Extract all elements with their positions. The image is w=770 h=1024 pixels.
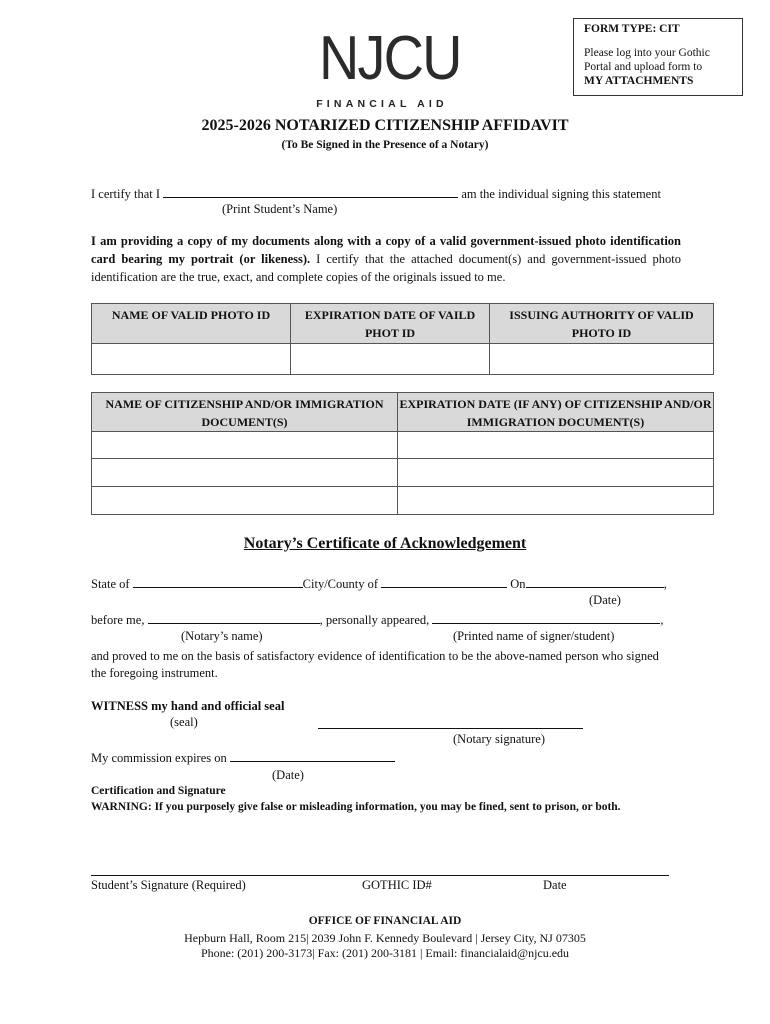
form-type-label: FORM TYPE: CIT bbox=[584, 23, 680, 35]
city-label: City/County of bbox=[302, 577, 379, 591]
form-type-box bbox=[573, 18, 743, 96]
signer-name-field[interactable] bbox=[432, 612, 660, 624]
seal-label: (seal) bbox=[170, 715, 198, 729]
page-subtitle: (To Be Signed in the Presence of a Notary) bbox=[281, 139, 489, 151]
student-name-caption: (Print Student’s Name) bbox=[222, 202, 338, 216]
on-date-field[interactable] bbox=[526, 576, 664, 588]
city-field[interactable] bbox=[381, 576, 507, 588]
on-date-caption: (Date) bbox=[589, 593, 621, 607]
footer-office: OFFICE OF FINANCIAL AID bbox=[308, 915, 462, 927]
notary-signature-field[interactable] bbox=[318, 716, 583, 729]
notary-heading: Notary’s Certificate of Acknowledgement bbox=[243, 535, 527, 552]
certify-line bbox=[91, 186, 691, 202]
commission-date-field[interactable] bbox=[230, 750, 395, 762]
photo-id-expiration-header: EXPIRATION DATE OF VAILD PHOT ID bbox=[291, 304, 490, 344]
upload-instructions: Please log into your Gothic Portal and upload form to bbox=[584, 47, 710, 73]
before-me-label: before me, bbox=[91, 613, 145, 627]
citizenship-doc-cell[interactable] bbox=[92, 432, 398, 459]
footer-contact: Phone: (201) 200-3173| Fax: (201) 200-3181 | Email: financialaid@njcu.edu bbox=[200, 946, 570, 960]
before-me-line: before me, , personally appeared, , bbox=[91, 613, 664, 627]
certification-heading: Certification and Signature bbox=[91, 785, 226, 797]
logo-wordmark: NJCU bbox=[319, 24, 461, 93]
signer-name-caption: (Printed name of signer/student) bbox=[453, 629, 615, 643]
on-label: On bbox=[510, 577, 526, 591]
student-signature-label: Student’s Signature (Required) bbox=[91, 878, 246, 892]
certify-prefix: I certify that I bbox=[91, 187, 161, 201]
photo-id-header: NAME OF VALID PHOTO ID bbox=[92, 304, 291, 344]
student-name-field[interactable] bbox=[163, 186, 458, 198]
njcu-logo bbox=[312, 24, 461, 110]
witness-label: WITNESS my hand and official seal bbox=[91, 699, 285, 713]
photo-id-name-cell[interactable] bbox=[92, 344, 291, 375]
statement-bold: I am providing a copy of my documents along with a copy of a valid government-issued photo identification card bearing my portrait (or likeness). bbox=[91, 234, 681, 266]
citizenship-expiration-header: EXPIRATION DATE (IF ANY) OF CITIZENSHIP AND/OR IMMIGRATION DOCUMENT(S) bbox=[398, 393, 714, 432]
documents-statement bbox=[91, 232, 681, 286]
commission-label: My commission expires on bbox=[91, 751, 227, 765]
notary-name-field[interactable] bbox=[148, 612, 320, 624]
photo-id-authority-header: ISSUING AUTHORITY OF VALID PHOTO ID bbox=[490, 304, 714, 344]
warning-text: WARNING: If you purposely give false or misleading information, you may be fined, sent to prison, or both. bbox=[91, 801, 621, 813]
citizenship-doc-header: NAME OF CITIZENSHIP AND/OR IMMIGRATION DOCUMENT(S) bbox=[92, 393, 398, 432]
notary-name-caption: (Notary’s name) bbox=[181, 629, 263, 643]
date-label: Date bbox=[543, 878, 567, 892]
notary-signature-caption: (Notary signature) bbox=[453, 732, 545, 746]
footer-address: Hepburn Hall, Room 215| 2039 John F. Kennedy Boulevard | Jersey City, NJ 07305 bbox=[184, 931, 586, 945]
state-label: State of bbox=[91, 577, 130, 591]
certify-suffix: am the individual signing this statement bbox=[461, 187, 661, 201]
signature-line[interactable] bbox=[91, 875, 669, 876]
state-field[interactable] bbox=[133, 576, 303, 588]
citizenship-table bbox=[91, 392, 714, 515]
my-attachments-label: MY ATTACHMENTS bbox=[584, 75, 694, 87]
commission-line bbox=[91, 750, 395, 766]
citizenship-expiration-cell[interactable] bbox=[398, 459, 714, 487]
page-title: 2025-2026 NOTARIZED CITIZENSHIP AFFIDAVIT bbox=[201, 117, 569, 134]
photo-id-authority-cell[interactable] bbox=[490, 344, 714, 375]
proved-statement: and proved to me on the basis of satisfactory evidence of identification to be the above-named person who signed the foregoing instrument. bbox=[91, 649, 659, 680]
photo-id-expiration-cell[interactable] bbox=[291, 344, 490, 375]
logo-subtitle: FINANCIAL AID bbox=[316, 98, 448, 110]
statement-rest: I certify that the attached document(s) and government-issued photo identification are the true, exact, and complete copies of the originals issued to me. bbox=[91, 252, 681, 284]
personally-appeared-label: , personally appeared, bbox=[319, 613, 430, 627]
notary-location-line: State of City/County of On , bbox=[91, 577, 667, 591]
commission-date-caption: (Date) bbox=[272, 768, 304, 782]
citizenship-expiration-cell[interactable] bbox=[398, 487, 714, 515]
citizenship-expiration-cell[interactable] bbox=[398, 432, 714, 459]
citizenship-doc-cell[interactable] bbox=[92, 459, 398, 487]
gothic-id-label: GOTHIC ID# bbox=[362, 878, 432, 892]
citizenship-doc-cell[interactable] bbox=[92, 487, 398, 515]
photo-id-table bbox=[91, 303, 714, 375]
